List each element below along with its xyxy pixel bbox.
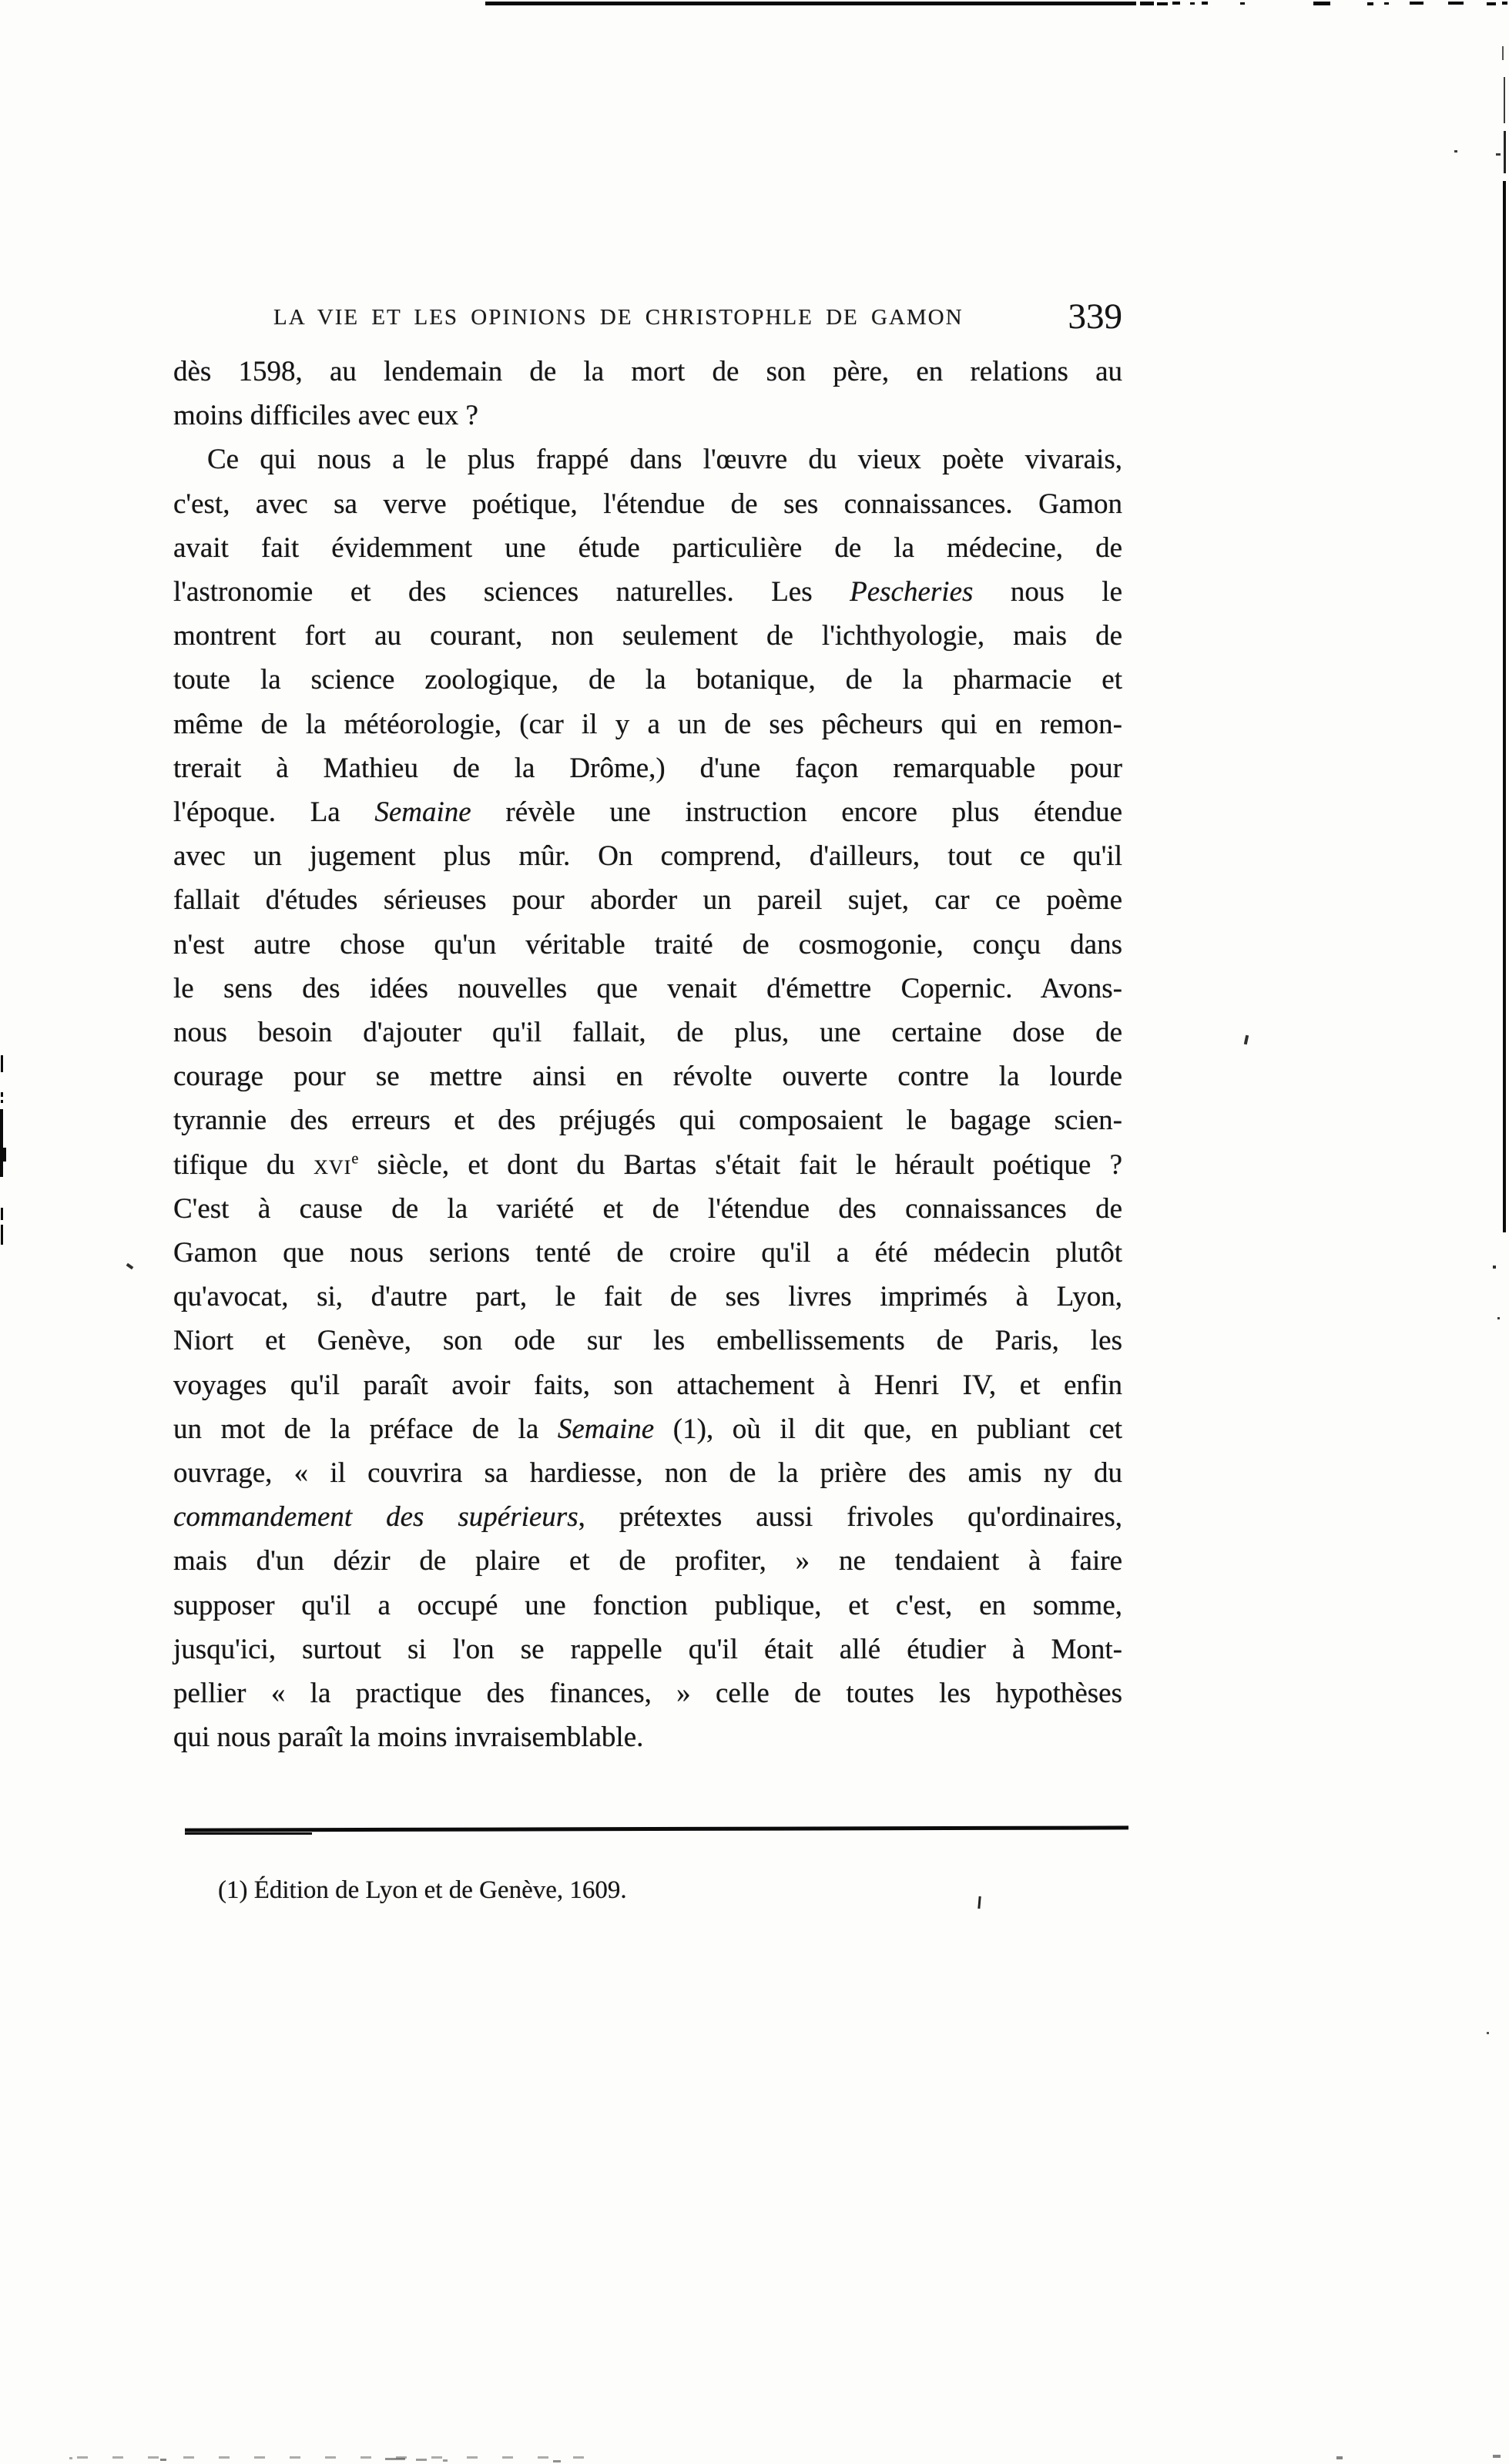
- scan-artifact: [1454, 150, 1457, 153]
- scan-artifact: [1493, 1266, 1496, 1269]
- text-segment: avait fait évidemment une étude particulière de la médecine, de: [173, 531, 1122, 564]
- text-segment: (1) Édition de Lyon et de Genève, 1609.: [218, 1876, 627, 1904]
- running-title: LA VIE ET LES OPINIONS DE CHRISTOPHLE DE GAMON: [273, 305, 964, 330]
- scan-artifact: [1140, 2, 1154, 5]
- text-segment: moins difficiles avec eux ?: [173, 400, 478, 432]
- text-line: [173, 1628, 1122, 1671]
- text-segment: voyages qu'il paraît avoir faits, son attachement à Henri IV, et enfin: [173, 1369, 1122, 1401]
- text-segment: un mot de la préface de la: [173, 1413, 558, 1445]
- text-segment: Pescheries: [850, 576, 974, 608]
- text-body: [173, 350, 1122, 1760]
- scan-artifact: [1367, 2, 1373, 5]
- text-segment: l'astronomie et des sciences naturelles. Les: [173, 576, 850, 608]
- text-line: [173, 746, 1122, 790]
- text-line: [173, 790, 1122, 834]
- text-segment: mais d'un dézir de plaire et de profiter, » ne tendaient à faire: [173, 1545, 1122, 1577]
- scan-artifact: [1504, 131, 1506, 173]
- text-segment: trerait à Mathieu de la Drôme,) d'une façon remarquable pour: [173, 752, 1122, 784]
- text-line: [173, 1054, 1122, 1098]
- text-line: [173, 1187, 1122, 1231]
- text-line: [218, 1873, 1065, 1907]
- text-line: [173, 1671, 1122, 1715]
- scan-artifact: [1336, 2456, 1343, 2459]
- scan-artifact: [1, 1208, 3, 1220]
- text-line: [173, 1319, 1122, 1363]
- text-line: [173, 702, 1122, 746]
- text-line: [173, 350, 1122, 394]
- text-line: [173, 1495, 1122, 1539]
- text-segment: montrent fort au courant, non seulement de l'ichthyologie, mais de: [173, 620, 1122, 652]
- scan-artifact: [160, 2459, 166, 2461]
- scan-artifact: [1, 1225, 3, 1245]
- scan-artifact: [1487, 2032, 1489, 2034]
- text-line: [173, 1451, 1122, 1495]
- text-line: [173, 570, 1122, 614]
- text-segment: courage pour se mettre ainsi en révolte ouverte contre la lourde: [173, 1061, 1122, 1093]
- text-segment: n'est autre chose qu'un véritable traité de cosmogonie, conçu dans: [173, 928, 1122, 960]
- scan-artifact: [1, 1055, 3, 1072]
- scan-artifact: [1313, 2, 1330, 5]
- footnote-text: [218, 1873, 1065, 1907]
- text-segment: xvi: [314, 1148, 352, 1181]
- text-segment: toute la science zoologique, de la botanique, de la pharmacie et: [173, 664, 1122, 696]
- text-line: [173, 482, 1122, 526]
- scan-artifact: [1157, 2, 1168, 5]
- text-line: [173, 526, 1122, 570]
- text-line: [173, 1539, 1122, 1583]
- text-line: [173, 1584, 1122, 1628]
- scan-artifact: [1244, 1035, 1249, 1045]
- text-segment: supposer qu'il a occupé une fonction publique, et c'est, en somme,: [173, 1589, 1122, 1621]
- text-line: [173, 614, 1122, 658]
- text-segment: Semaine: [557, 1413, 655, 1445]
- text-segment: c'est, avec sa verve poétique, l'étendue de ses connaissances. Gamon: [173, 488, 1122, 520]
- text-line: [173, 437, 1122, 481]
- scan-artifact: [1240, 2, 1245, 5]
- text-segment: pellier « la practique des finances, » celle de toutes les hypothèses: [173, 1678, 1122, 1710]
- text-segment: nous le: [973, 576, 1122, 608]
- text-line: [173, 1363, 1122, 1407]
- scan-artifact: [443, 2459, 448, 2462]
- text-segment: tifique du: [173, 1148, 314, 1181]
- scan-artifact: [1448, 2, 1464, 5]
- text-segment: Niort et Genève, son ode sur les embellissements de Paris, les: [173, 1325, 1122, 1357]
- scan-artifact: [126, 1263, 134, 1269]
- scan-artifact: [1493, 2455, 1501, 2458]
- scan-artifact: [553, 2460, 561, 2462]
- text-segment: , prétextes aussi frivoles qu'ordinaires,: [578, 1501, 1123, 1534]
- page-number: 339: [1068, 297, 1122, 337]
- scan-artifact: [1487, 2, 1496, 5]
- text-line: [173, 1143, 1122, 1187]
- scan-artifact: [0, 1148, 6, 1162]
- text-line: [173, 878, 1122, 922]
- text-segment: e: [351, 1150, 359, 1168]
- scan-artifact: [1496, 153, 1501, 156]
- scan-artifact: [1504, 77, 1505, 123]
- text-segment: siècle, et dont du Bartas s'était fait le hérault poétique ?: [358, 1148, 1122, 1181]
- text-segment: tyrannie des erreurs et des préjugés qui composaient le bagage scien-: [173, 1105, 1122, 1137]
- text-segment: ouvrage, « il couvrira sa hardiesse, non de la prière des amis ny du: [173, 1457, 1122, 1490]
- text-line: [173, 1011, 1122, 1054]
- text-segment: le sens des idées nouvelles que venait d'émettre Copernic. Avons-: [173, 972, 1122, 1004]
- text-line: [173, 1407, 1122, 1451]
- text-line: [173, 1715, 1122, 1759]
- text-line: [173, 1231, 1122, 1275]
- scan-artifact: [1384, 2, 1389, 5]
- text-segment: Ce qui nous a le plus frappé dans l'œuvre du vieux poète vivarais,: [207, 444, 1122, 476]
- page-header: [173, 299, 1122, 335]
- scan-artifact: [1172, 2, 1180, 5]
- text-segment: jusqu'ici, surtout si l'on se rappelle qu'il était allé étudier à Mont-: [173, 1633, 1122, 1665]
- scan-artifact-bottom-dashes: [77, 2456, 585, 2459]
- text-segment: révèle une instruction encore plus étendue: [471, 796, 1122, 829]
- footnote-divider-fragment: [185, 1832, 312, 1835]
- text-segment: fallait d'études sérieuses pour aborder un pareil sujet, car ce poème: [173, 884, 1122, 917]
- text-segment: (1), où il dit que, en publiant cet: [654, 1413, 1122, 1445]
- text-segment: l'époque. La: [173, 796, 375, 829]
- scan-artifact: [1202, 2, 1208, 5]
- text-segment: Gamon que nous serions tenté de croire qu'il a été médecin plutôt: [173, 1237, 1122, 1269]
- scan-artifact: [485, 2, 1136, 5]
- scan-artifact: [1, 1100, 3, 1103]
- text-segment: Semaine: [374, 796, 471, 829]
- text-line: [173, 1275, 1122, 1319]
- text-line: [173, 834, 1122, 878]
- text-segment: dès 1598, au lendemain de la mort de son père, en relations au: [173, 356, 1122, 387]
- text-line: [173, 658, 1122, 702]
- text-segment: nous besoin d'ajouter qu'il fallait, de plus, une certaine dose de: [173, 1017, 1122, 1049]
- scan-artifact: [69, 2457, 72, 2459]
- scan-artifact: [1190, 2, 1195, 5]
- footnote-divider: [185, 1825, 1128, 1832]
- text-segment: qui nous paraît la moins invraisemblable.: [173, 1721, 644, 1754]
- text-line: [173, 394, 1122, 437]
- text-segment: avec un jugement plus mûr. On comprend, d'ailleurs, tout ce qu'il: [173, 840, 1122, 873]
- scan-artifact: [0, 1109, 3, 1177]
- text-segment: qu'avocat, si, d'autre part, le fait de ses livres imprimés à Lyon,: [173, 1281, 1122, 1313]
- text-segment: même de la météorologie, (car il y a un de ses pêcheurs qui en remon-: [173, 708, 1122, 740]
- text-segment: commandement des supérieurs: [173, 1501, 578, 1534]
- scan-artifact: [416, 2459, 427, 2461]
- text-line: [173, 923, 1122, 967]
- scan-artifact: [1502, 2, 1507, 5]
- text-line: [173, 967, 1122, 1011]
- scan-artifact: [1502, 46, 1504, 60]
- scan-artifact: [1, 1092, 3, 1097]
- scan-artifact: [385, 2458, 405, 2460]
- scan-artifact: [1503, 181, 1506, 1232]
- scan-artifact: [1497, 1317, 1500, 1319]
- text-line: [173, 1098, 1122, 1142]
- scan-artifact: [1410, 2, 1423, 5]
- text-segment: C'est à cause de la variété et de l'étendue des connaissances de: [173, 1192, 1122, 1225]
